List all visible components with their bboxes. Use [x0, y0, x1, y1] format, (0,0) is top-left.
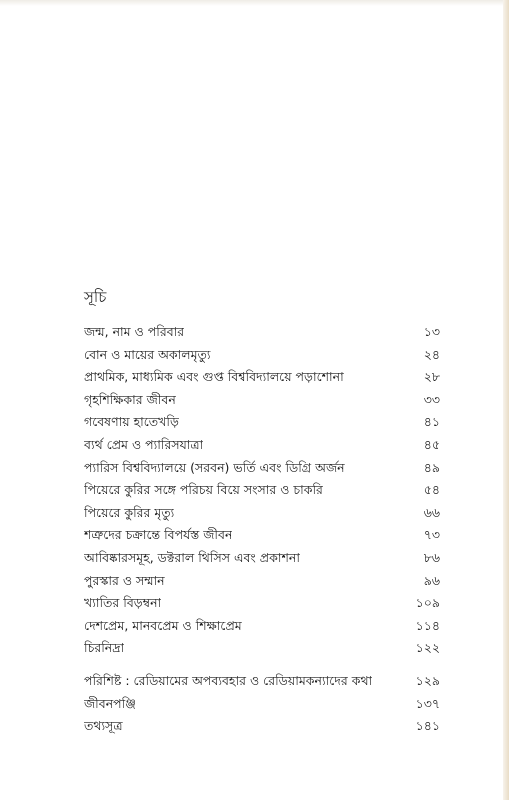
toc-entry-page: ৪১	[423, 414, 440, 430]
toc-entry-page: ১৩৭	[415, 695, 440, 711]
toc-entry[interactable]	[84, 550, 440, 573]
toc-entry[interactable]	[84, 573, 440, 596]
toc-entry-title: পিয়েরে কুরির মৃত্যু	[84, 504, 175, 520]
toc-entry-page: ১৪১	[415, 718, 440, 734]
toc-entry-page: ৮৬	[423, 549, 440, 565]
toc-entry-page: ৪৯	[423, 459, 440, 475]
toc-entry-title: ব্যর্থ প্রেম ও প্যারিসযাত্রা	[84, 436, 204, 452]
toc-appendix-entry[interactable]	[84, 718, 440, 741]
toc-entry-title: দেশপ্রেম, মানবপ্রেম ও শিক্ষাপ্রেম	[84, 617, 242, 633]
toc-entry-title: জন্ম, নাম ও পরিবার	[84, 324, 185, 339]
toc-entry-title: চিরনিদ্রা	[84, 640, 125, 656]
toc-entry[interactable]	[84, 595, 440, 618]
toc-entry-title: আবিষ্কারসমূহ, ডক্টরাল থিসিস এবং প্রকাশনা	[84, 549, 300, 565]
toc-entry-title: শত্রুদের চক্রান্তে বিপর্যস্ত জীবন	[84, 527, 233, 543]
toc-appendix-entry[interactable]	[84, 673, 440, 696]
toc-entry[interactable]	[84, 392, 440, 415]
toc-entry-page: ২৪	[423, 346, 440, 362]
toc-entry-page: ১২২	[415, 640, 440, 656]
toc-entry-title: তথ্যসূত্র	[84, 718, 123, 734]
toc-entry[interactable]	[84, 437, 440, 460]
page-top-shadow	[0, 0, 509, 6]
toc-entry-page: ৬৬	[423, 504, 440, 520]
toc-entry-page: ৭৩	[423, 527, 440, 543]
toc-entry[interactable]	[84, 414, 440, 437]
toc-entry-title: পুরস্কার ও সম্মান	[84, 572, 165, 588]
toc-entry-title: গবেষণায় হাতেখড়ি	[84, 414, 179, 430]
toc-entry-page: ১০৯	[415, 595, 440, 611]
toc-appendix-entry[interactable]	[84, 696, 440, 719]
toc-entry-page: ১৩	[423, 324, 440, 339]
toc-list	[84, 324, 440, 741]
toc-heading: সূচি	[84, 288, 107, 306]
toc-entry-page: ১১৪	[415, 617, 440, 633]
toc-entry[interactable]	[84, 482, 440, 505]
toc-entry[interactable]	[84, 505, 440, 528]
toc-entry-title: পিয়েরে কুরির সঙ্গে পরিচয় বিয়ে সংসার ও চাকরি	[84, 482, 323, 498]
toc-entry-title: প্রাথমিক, মাধ্যমিক এবং গুপ্ত বিশ্ববিদ্যালয়ে পড়াশোনা	[84, 369, 344, 385]
toc-entry[interactable]	[84, 527, 440, 550]
toc-entry[interactable]	[84, 460, 440, 483]
toc-entry-title: পরিশিষ্ট : রেডিয়ামের অপব্যবহার ও রেডিয়ামকন্যাদের কথা	[84, 672, 373, 688]
page-edge	[503, 0, 509, 800]
toc-entry[interactable]	[84, 369, 440, 392]
toc-entry-page: ৯৬	[423, 572, 440, 588]
toc-entry[interactable]	[84, 640, 440, 663]
toc-entry-title: গৃহশিক্ষিকার জীবন	[84, 391, 176, 407]
toc-entry-page: ৩৩	[423, 391, 440, 407]
toc-entry-title: খ্যাতির বিড়ম্বনা	[84, 595, 162, 611]
toc-entry-title: প্যারিস বিশ্ববিদ্যালয়ে (সরবন) ভর্তি এবং ডিগ্রি অর্জন	[84, 459, 345, 475]
section-spacer	[84, 663, 440, 673]
toc-entry[interactable]	[84, 618, 440, 641]
toc-entry-title: জীবনপঞ্জি	[84, 695, 136, 711]
toc-entry[interactable]	[84, 324, 440, 347]
toc-entry[interactable]	[84, 347, 440, 370]
toc-entry-page: ২৮	[423, 369, 440, 385]
toc-entry-page: ৪৫	[423, 436, 440, 452]
toc-entry-title: বোন ও মায়ের অকালমৃত্যু	[84, 346, 211, 362]
toc-entry-page: ৫৪	[423, 482, 440, 498]
toc-entry-page: ১২৯	[415, 672, 440, 688]
